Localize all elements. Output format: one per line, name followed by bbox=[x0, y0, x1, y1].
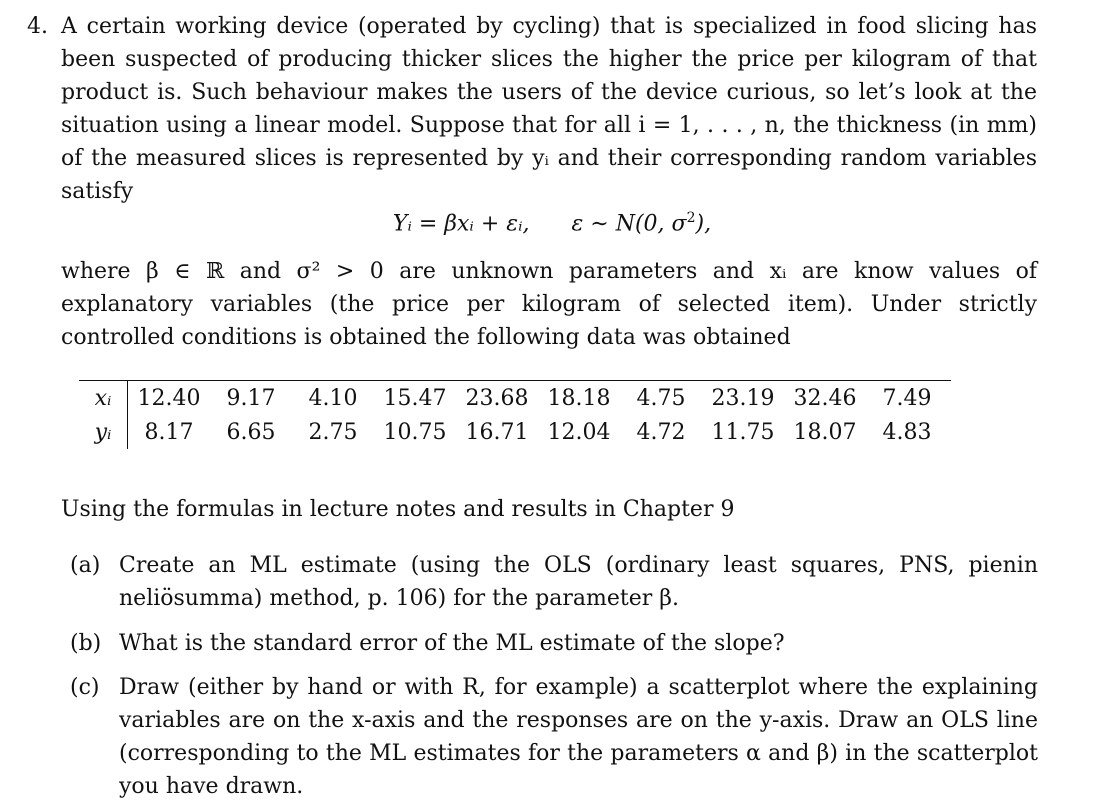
y-cell: 16.71 bbox=[465, 419, 529, 445]
x-cell: 7.49 bbox=[882, 385, 932, 411]
table-row-y bbox=[79, 415, 951, 449]
data-table bbox=[79, 380, 951, 449]
x-cell: 23.68 bbox=[465, 385, 529, 411]
task-item-a bbox=[70, 549, 1038, 615]
x-cell: 18.18 bbox=[547, 385, 611, 411]
equation-lhs: Yᵢ = βxᵢ + εᵢ, bbox=[392, 211, 530, 237]
problem-intro-paragraph: A certain working device (operated by cycling) that is specialized in food slicing has been suspected of producing thicker slices the higher the price per kilogram of that product is. Such behaviour makes the users of the device curious, so let’s look at the situation using a linear model. Suppose that for all i = 1, . . . , n, the thickness (in mm) of the measured slices is represented by yᵢ and their corresponding random variables satisfy bbox=[61, 14, 1037, 204]
model-equation bbox=[0, 210, 1104, 236]
row-header-x: xᵢ bbox=[79, 381, 128, 415]
task-label-b: (b) bbox=[70, 631, 102, 656]
problem-number: 4. bbox=[27, 14, 48, 39]
table-row-x bbox=[79, 381, 951, 415]
row-header-y: yᵢ bbox=[79, 415, 128, 449]
y-cell: 6.65 bbox=[226, 419, 276, 445]
task-label-a: (a) bbox=[70, 553, 101, 578]
x-cell: 4.75 bbox=[636, 385, 686, 411]
y-cell: 12.04 bbox=[547, 419, 611, 445]
task-item-b bbox=[70, 627, 1038, 660]
y-cell: 18.07 bbox=[793, 419, 857, 445]
task-item-c bbox=[70, 671, 1038, 803]
task-text-b: What is the standard error of the ML estimate of the slope? bbox=[119, 631, 785, 656]
task-label-c: (c) bbox=[70, 675, 100, 700]
x-cell: 9.17 bbox=[226, 385, 276, 411]
y-cell: 11.75 bbox=[711, 419, 775, 445]
x-cell: 4.10 bbox=[308, 385, 358, 411]
y-cell: 4.83 bbox=[882, 419, 932, 445]
x-cell: 15.47 bbox=[383, 385, 447, 411]
task-text-a: Create an ML estimate (using the OLS (ordinary least squares, PNS, pienin neliösumma) method, p. 106) for the parameter β. bbox=[119, 553, 1038, 611]
y-cell: 8.17 bbox=[144, 419, 194, 445]
sigma-exponent: 2 bbox=[686, 210, 696, 226]
parameters-paragraph: where β ∈ ℝ and σ² > 0 are unknown parameters and xᵢ are know values of explanatory variables (the price per kilogram of selected item). Under strictly controlled conditions is obtained the following data was obtained bbox=[61, 259, 1037, 350]
y-cell: 2.75 bbox=[308, 419, 358, 445]
x-cell: 12.40 bbox=[137, 385, 201, 411]
y-cell: 4.72 bbox=[636, 419, 686, 445]
x-cell: 32.46 bbox=[793, 385, 857, 411]
x-cell: 23.19 bbox=[711, 385, 775, 411]
task-intro: Using the formulas in lecture notes and results in Chapter 9 bbox=[61, 497, 735, 522]
equation-rhs: ε ∼ N(0, σ bbox=[571, 211, 687, 237]
y-cell: 10.75 bbox=[383, 419, 447, 445]
equation-close: ), bbox=[695, 211, 712, 237]
task-text-c: Draw (either by hand or with R, for example) a scatterplot where the explaining variables are on the x-axis and the responses are on the y-axis. Draw an OLS line (corresponding to the ML estimates for the parameters α and β) in the scatterplot you have drawn. bbox=[119, 675, 1038, 799]
